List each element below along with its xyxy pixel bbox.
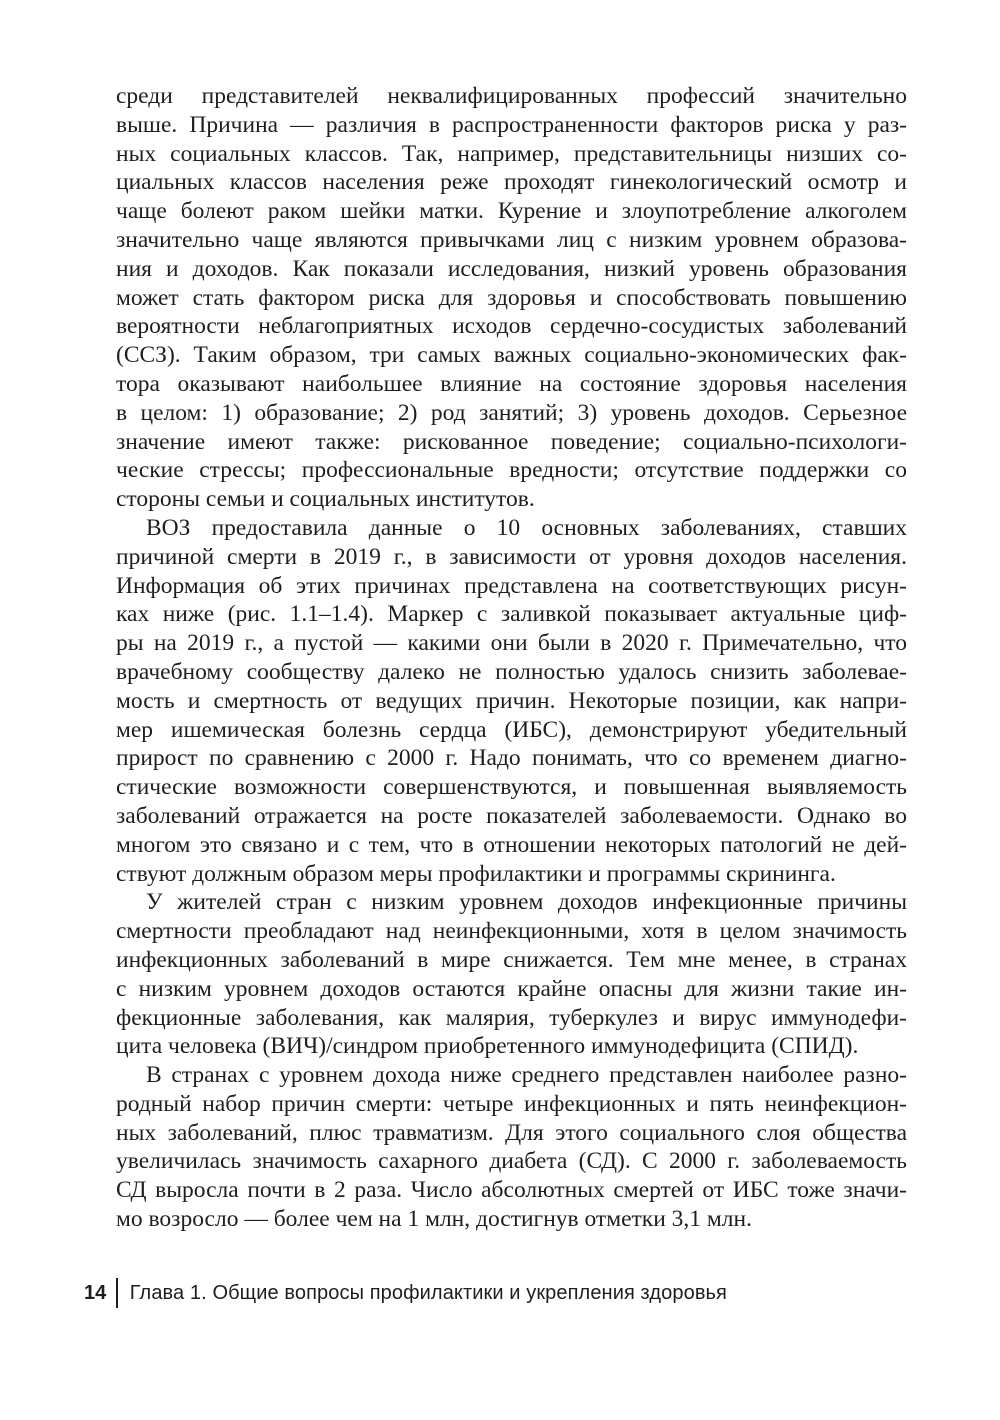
paragraph-3 <box>116 888 907 1061</box>
text-line: стические возможности совершенствуются, и повышенная выявляемость <box>116 774 907 801</box>
text-line: в целом: 1) образование; 2) род занятий; 3) уровень доходов. Серьезное <box>116 399 907 426</box>
paragraph-4 <box>116 1061 907 1234</box>
text-line: увеличилась значимость сахарного диабета (СД). С 2000 г. заболеваемость <box>116 1148 907 1175</box>
text-line: вероятности неблагоприятных исходов сердечно-сосудистых заболеваний <box>116 313 907 340</box>
text-line: многом это связано и с тем, что в отношении некоторых патологий не дей- <box>116 831 907 858</box>
text-line: циальных классов населения реже проходят гинекологический осмотр и <box>116 169 907 196</box>
text-line: ках ниже (рис. 1.1–1.4). Маркер с заливкой показывает актуальные циф- <box>116 601 907 628</box>
text-line: врачебному сообществу далеко не полностью удалось снизить заболевае- <box>116 658 907 685</box>
text-line: ры на 2019 г., а пустой — какими они были в 2020 г. Примечательно, что <box>116 630 907 657</box>
page-footer <box>84 1278 727 1308</box>
text-line: ВОЗ предоставила данные о 10 основных заболеваниях, ставших <box>146 514 907 541</box>
page-number: 14 <box>84 1281 107 1304</box>
text-line: ния и доходов. Как показали исследования, низкий уровень образования <box>116 255 907 282</box>
text-line: (ССЗ). Таким образом, три самых важных социально-экономических фак- <box>116 342 907 369</box>
text-line: с низким уровнем доходов остаются крайне опасны для жизни такие ин- <box>116 975 907 1002</box>
text-line: мо возросло — более чем на 1 млн, достигнув отметки 3,1 млн. <box>116 1206 752 1233</box>
text-line: цита человека (ВИЧ)/синдром приобретенного иммунодефицита (СПИД). <box>116 1033 859 1060</box>
text-line: ных социальных классов. Так, например, представительницы низших со- <box>116 140 907 167</box>
text-line: У жителей стран с низким уровнем доходов инфекционные причины <box>146 889 907 916</box>
text-line: ствуют должным образом меры профилактики и программы скрининга. <box>116 860 836 887</box>
text-line: стороны семьи и социальных институтов. <box>116 486 535 513</box>
paragraph-1 <box>116 82 907 514</box>
text-line: В странах с уровнем дохода ниже среднего представлен наиболее разно- <box>146 1062 907 1089</box>
text-line: чаще болеют раком шейки матки. Курение и злоупотребление алкоголем <box>116 198 907 225</box>
text-line: мость и смертность от ведущих причин. Некоторые позиции, как напри- <box>116 687 907 714</box>
text-line: значение имеют также: рискованное поведение; социально-психологи- <box>116 428 907 455</box>
text-line: ческие стрессы; профессиональные вредности; отсутствие поддержки со <box>116 457 907 484</box>
text-line: прирост по сравнению с 2000 г. Надо понимать, что со временем диагно- <box>116 745 907 772</box>
text-line: причиной смерти в 2019 г., в зависимости от уровня доходов населения. <box>116 543 907 570</box>
text-line: выше. Причина — различия в распространенности факторов риска у раз- <box>116 111 907 138</box>
text-line: ных заболеваний, плюс травматизм. Для этого социального слоя общества <box>116 1119 907 1146</box>
text-line: может стать фактором риска для здоровья и способствовать повышению <box>116 284 907 311</box>
text-line: СД выросла почти в 2 раза. Число абсолютных смертей от ИБС тоже значи- <box>116 1177 907 1204</box>
text-line: инфекционных заболеваний в мире снижается. Тем мне менее, в странах <box>116 946 907 973</box>
paragraph-2 <box>116 514 907 888</box>
text-line: среди представителей неквалифицированных профессий значительно <box>116 83 907 109</box>
text-line: Информация об этих причинах представлена на соответствующих рисун- <box>116 572 907 599</box>
text-line: мер ишемическая болезнь сердца (ИБС), демонстрируют убедительный <box>116 716 907 743</box>
text-line: фекционные заболевания, как малярия, туберкулез и вирус иммунодефи- <box>116 1004 907 1031</box>
text-line: смертности преобладают над неинфекционными, хотя в целом значимость <box>116 918 907 945</box>
page-body <box>116 82 907 1234</box>
text-line: тора оказывают наибольшее влияние на состояние здоровья населения <box>116 370 907 397</box>
text-line: родный набор причин смерти: четыре инфекционных и пять неинфекцион- <box>116 1090 907 1117</box>
text-line: заболеваний отражается на росте показателей заболеваемости. Однако во <box>116 802 907 829</box>
chapter-title: Глава 1. Общие вопросы профилактики и укрепления здоровья <box>129 1281 727 1304</box>
text-line: значительно чаще являются привычками лиц с низким уровнем образова- <box>116 226 907 253</box>
footer-divider <box>116 1278 118 1308</box>
